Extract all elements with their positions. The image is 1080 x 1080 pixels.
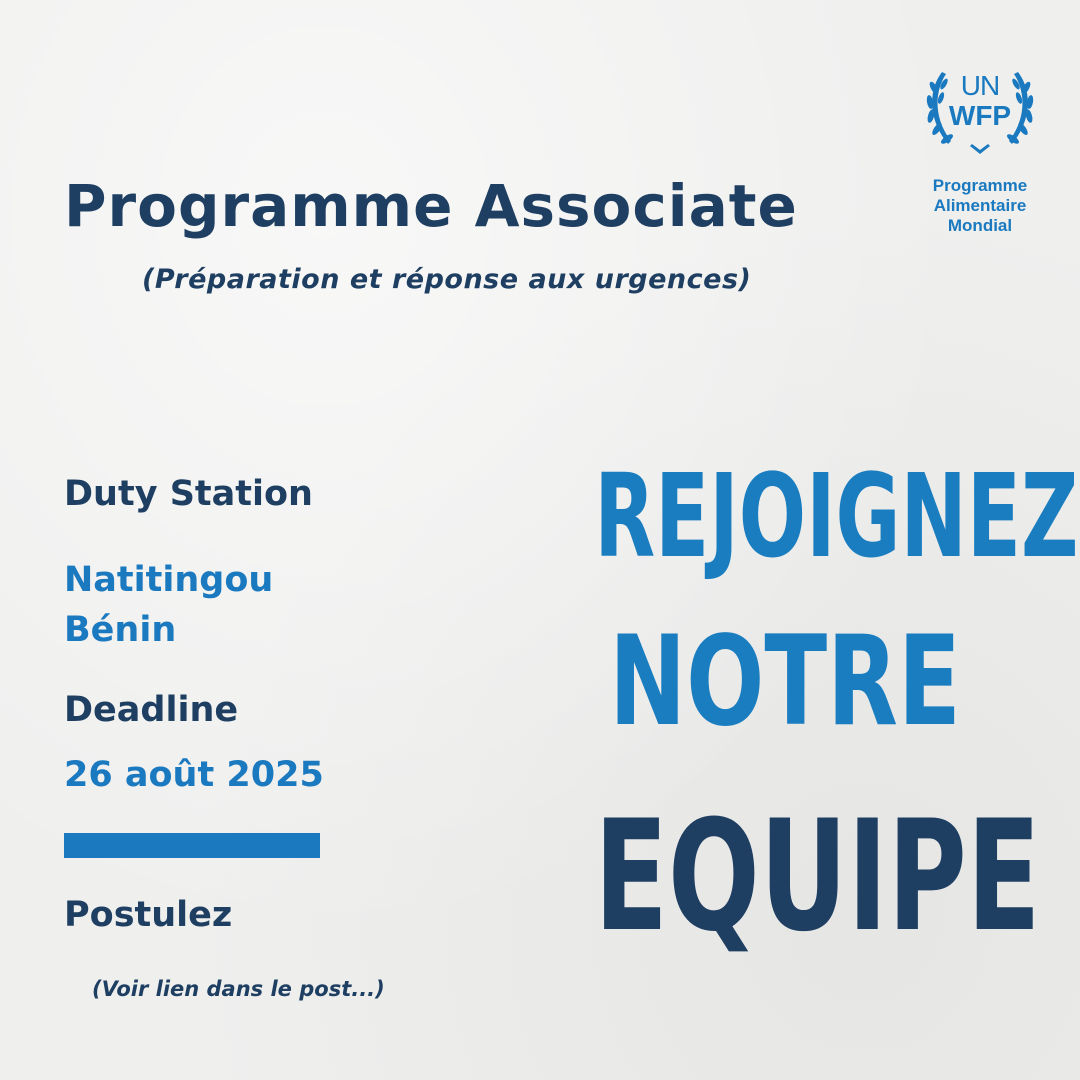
apply-note: (Voir lien dans le post...) (92, 977, 385, 1001)
divider (64, 833, 320, 858)
banner-line-2: NOTRE (609, 608, 961, 754)
duty-station-label: Duty Station (64, 474, 313, 514)
logo-wfp-text: WFP (948, 100, 1012, 131)
logo-name-line: Alimentaire (933, 196, 1027, 215)
logo-org-name (912, 176, 1048, 236)
logo-un-text: UN (960, 70, 1000, 101)
apply-label: Postulez (64, 895, 233, 935)
deadline-value: 26 août 2025 (64, 755, 324, 795)
wfp-logo (912, 62, 1048, 242)
deadline-label: Deadline (64, 690, 239, 730)
logo-name-line: Mondial (947, 216, 1013, 235)
page-title: Programme Associate (64, 172, 798, 240)
duty-station-city: Natitingou (64, 560, 274, 600)
logo-name-line: Programme (932, 176, 1028, 195)
page-subtitle: (Préparation et réponse aux urgences) (142, 264, 752, 295)
banner-line-1: REJOIGNEZ (594, 448, 1079, 584)
banner-line-3: EQUIPE (594, 788, 1041, 966)
duty-station-country: Bénin (64, 610, 177, 650)
